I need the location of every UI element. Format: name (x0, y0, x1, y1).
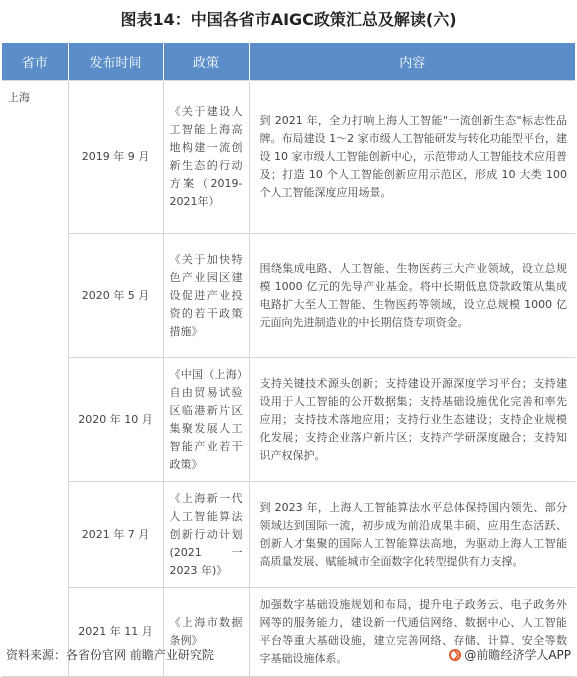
table-row (2, 234, 575, 358)
policy-table (2, 43, 575, 677)
content-cell: 围绕集成电路、人工智能、生物医药三大产业领域，设立总规模 1000 亿元的先导产业基金。将中长期低息贷款政策从集成电路扩大至人工智能、生物医药等领域，设立总规模 1000 亿元面向先进制造业的中长期信贷专项资金。 (249, 234, 575, 358)
table-row (2, 81, 575, 234)
header-policy: 政策 (163, 43, 249, 81)
content-cell: 到 2023 年，上海人工智能算法水平总体保持国内领先、部分领域达到国际一流，初步成为前沿成果丰硕、应用生态活跃、创新人才集聚的国际人工智能算法高地，为驱动上海人工智能高质量发展、赋能城市全面数字化转型提供有力支撑。 (249, 482, 575, 588)
date-cell: 2019 年 9 月 (68, 81, 163, 234)
policy-name-cell: 《上海市数据条例》 (163, 588, 249, 677)
content-cell: 到 2021 年，全力打响上海人工智能"一流创新生态"标志性品牌。布局建设 1～2 家市级人工智能研发与转化功能型平台，建设 10 家市级人工智能创新中心，示范带动人工智能技术应用普及；打造 10 个人工智能创新应用示范区，形成 10 大类 100 个人工智能深度应用场景。 (249, 81, 575, 234)
date-cell: 2021 年 11 月 (68, 588, 163, 677)
qianzhan-logo-icon (449, 649, 461, 661)
date-cell: 2021 年 7 月 (68, 482, 163, 588)
header-content: 内容 (249, 43, 575, 81)
brand-text: @前瞻经济学人APP (464, 648, 571, 662)
footer (6, 644, 571, 666)
date-cell: 2020 年 10 月 (68, 358, 163, 482)
source-note: 资料来源：各省份官网 前瞻产业研究院 (6, 648, 214, 662)
table-row (2, 482, 575, 588)
table-row (2, 358, 575, 482)
content-cell: 加强数字基础设施规划和布局，提升电子政务云、电子政务外网等的服务能力，建设新一代通信网络、数据中心、人工智能平台等重大基础设施，建立完善网络、存储、计算、安全等数字基础设施体系。 (249, 588, 575, 677)
date-cell: 2020 年 5 月 (68, 234, 163, 358)
header-date: 发布时间 (68, 43, 163, 81)
brand-attribution (449, 644, 571, 666)
policy-name-cell: 《关于建设人工智能上海高地构建一流创新生态的行动方案（2019-2021年） (163, 81, 249, 234)
province-cell: 上海 (2, 81, 68, 677)
page-title: 图表14：中国各省市AIGC政策汇总及解读(六) (120, 10, 457, 29)
header-province: 省市 (2, 43, 68, 81)
content-cell: 支持关键技术源头创新；支持建设开源深度学习平台；支持建设用于人工智能的公开数据集；支持基础设施优化完善和率先应用；支持技术落地应用；支持行业生态建设；支持企业规模化发展；支持企业落户新片区；支持产学研深度融合；支持知识产权保护。 (249, 358, 575, 482)
policy-name-cell: 《中国（上海）自由贸易试验区临港新片区集聚发展人工智能产业若干政策》 (163, 358, 249, 482)
policy-name-cell: 《关于加快特色产业园区建设促进产业投资的若干政策措施》 (163, 234, 249, 358)
policy-name-cell: 《上海新一代人工智能算法创新行动计划(2021 一 2023 年)》 (163, 482, 249, 588)
table-header-row (2, 43, 575, 81)
